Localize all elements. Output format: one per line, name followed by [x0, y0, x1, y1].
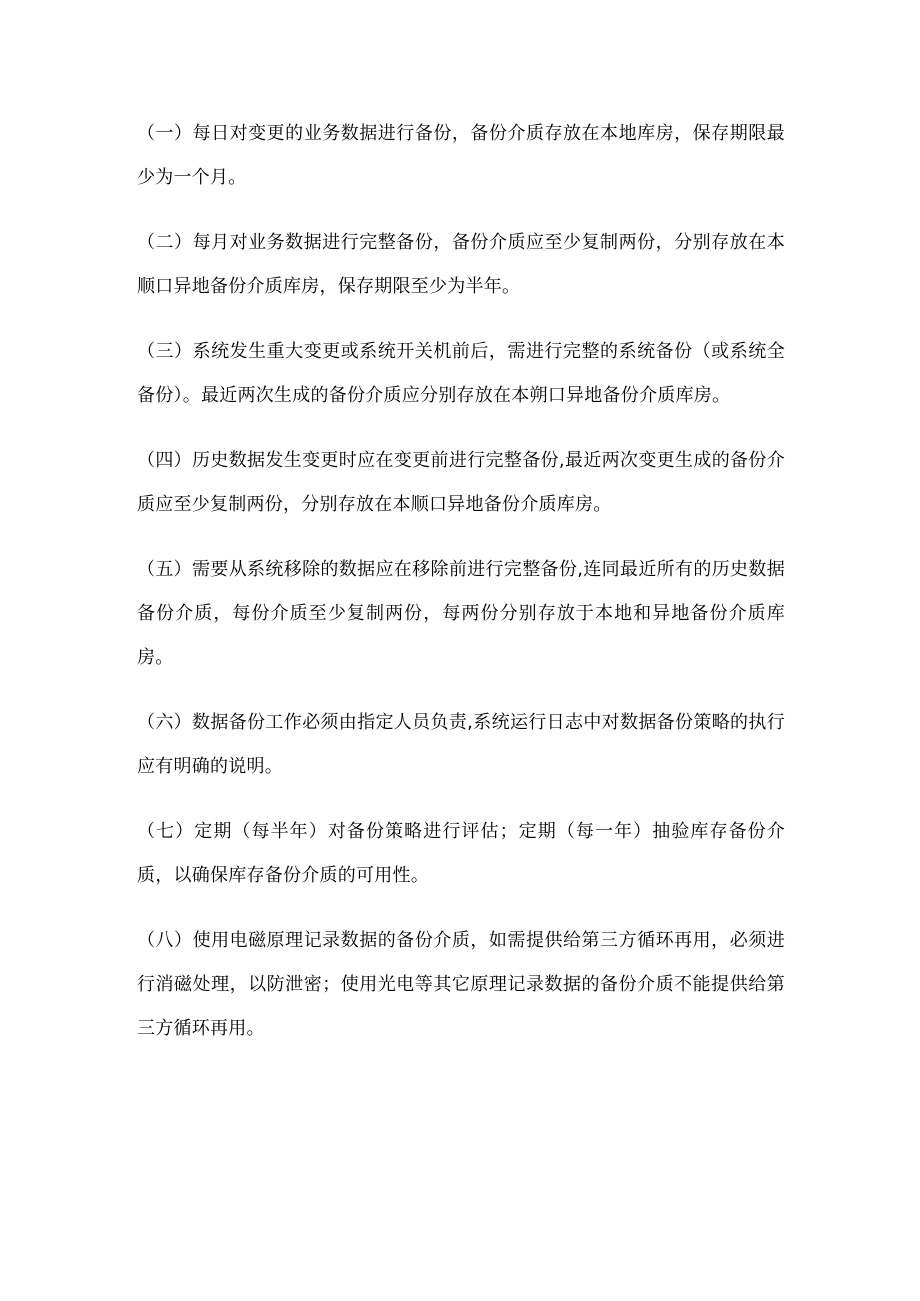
- paragraph-5: （五）需要从系统移除的数据应在移除前进行完整备份,连同最近所有的历史数据备份介质，每份介质至少复制两份，每两份分别存放于本地和异地备份介质库房。: [137, 559, 785, 668]
- paragraph-2: （二）每月对业务数据进行完整备份，备份介质应至少复制两份，分别存放在本顺口异地备份介质库房，保存期限至少为半年。: [137, 232, 785, 297]
- paragraph-6: （六）数据备份工作必须由指定人员负责,系统运行日志中对数据备份策略的执行应有明确的说明。: [137, 712, 785, 777]
- paragraph-3: （三）系统发生重大变更或系统开关机前后，需进行完整的系统备份（或系统全备份）。最近两次生成的备份介质应分别存放在本朔口异地备份介质库房。: [137, 341, 785, 406]
- document-body: [137, 112, 785, 1072]
- paragraph-7: （七）定期（每半年）对备份策略进行评估；定期（每一年）抽验库存备份介质，以确保库存备份介质的可用性。: [137, 821, 785, 886]
- paragraph-4: （四）历史数据发生变更时应在变更前进行完整备份,最近两次变更生成的备份介质应至少复制两份，分别存放在本顺口异地备份介质库房。: [137, 450, 785, 515]
- paragraph-1: （一）每日对变更的业务数据进行备份，备份介质存放在本地库房，保存期限最少为一个月。: [137, 123, 785, 188]
- paragraph-8: （八）使用电磁原理记录数据的备份介质，如需提供给第三方循环再用，必须进行消磁处理，以防泄密；使用光电等其它原理记录数据的备份介质不能提供给第三方循环再用。: [137, 930, 785, 1039]
